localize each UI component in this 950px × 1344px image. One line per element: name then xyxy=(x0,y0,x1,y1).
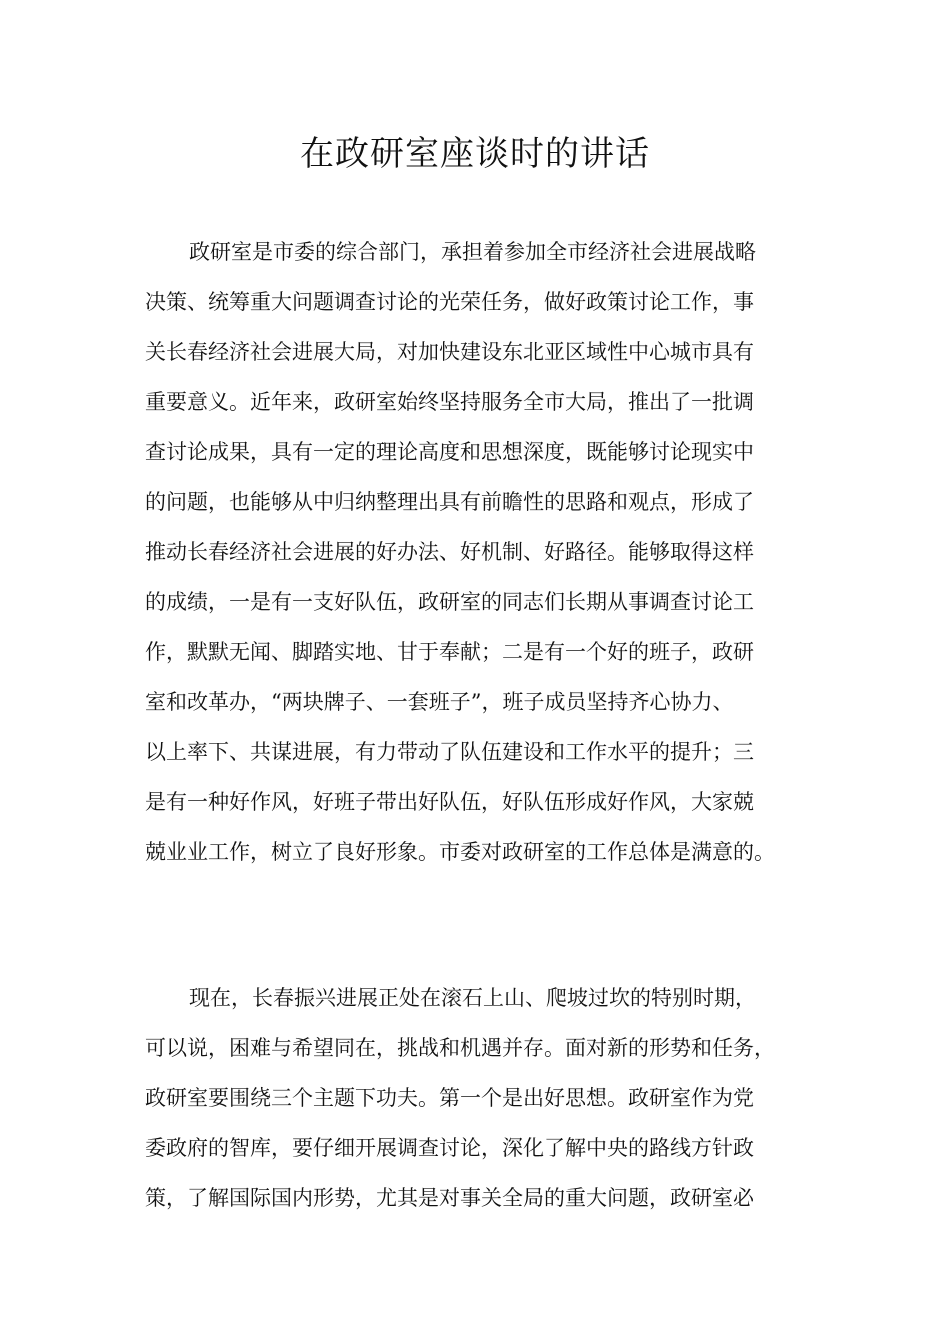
text-line: 作，默默无闻、脚踏实地、甘于奉献；二是有一个好的班子，政研 xyxy=(145,640,754,664)
document-title: 在政研室座谈时的讲话 xyxy=(300,134,650,174)
text-line: 政研室要围绕三个主题下功夫。第一个是出好思想。政研室作为党 xyxy=(145,1086,754,1110)
text-line: 以上率下、共谋进展，有力带动了队伍建设和工作水平的提升；三 xyxy=(145,740,754,764)
text-line: 委政府的智库，要仔细开展调查讨论，深化了解中央的路线方针政 xyxy=(145,1136,754,1160)
text-line: 策，了解国际国内形势，尤其是对事关全局的重大问题，政研室必 xyxy=(145,1186,754,1210)
text-line: 关长春经济社会进展大局，对加快建设东北亚区域性中心城市具有 xyxy=(145,340,754,364)
paragraph-1 xyxy=(145,227,845,877)
paragraph-2 xyxy=(145,973,845,1223)
text-line: 兢业业工作，树立了良好形象。市委对政研室的工作总体是满意的。 xyxy=(145,840,775,864)
text-line: 可以说，困难与希望同在，挑战和机遇并存。面对新的形势和任务， xyxy=(145,1036,775,1060)
text-line: 重要意义。近年来，政研室始终坚持服务全市大局，推出了一批调 xyxy=(145,390,754,414)
text-line: 室和改革办，“两块牌子、一套班子”，班子成员坚持齐心协力、 xyxy=(145,690,734,714)
text-line: 查讨论成果，具有一定的理论高度和思想深度，既能够讨论现实中 xyxy=(145,440,754,464)
text-line: 推动长春经济社会进展的好办法、好机制、好路径。能够取得这样 xyxy=(145,540,754,564)
text-line: 政研室是市委的综合部门，承担着参加全市经济社会进展战略 xyxy=(189,240,756,264)
text-line: 现在，长春振兴进展正处在滚石上山、爬坡过坎的特别时期， xyxy=(189,986,756,1010)
text-line: 的成绩，一是有一支好队伍，政研室的同志们长期从事调查讨论工 xyxy=(145,590,754,614)
text-line: 决策、统筹重大问题调查讨论的光荣任务，做好政策讨论工作，事 xyxy=(145,290,754,314)
text-line: 是有一种好作风，好班子带出好队伍，好队伍形成好作风，大家兢 xyxy=(145,790,754,814)
text-line: 的问题，也能够从中归纳整理出具有前瞻性的思路和观点，形成了 xyxy=(145,490,754,514)
